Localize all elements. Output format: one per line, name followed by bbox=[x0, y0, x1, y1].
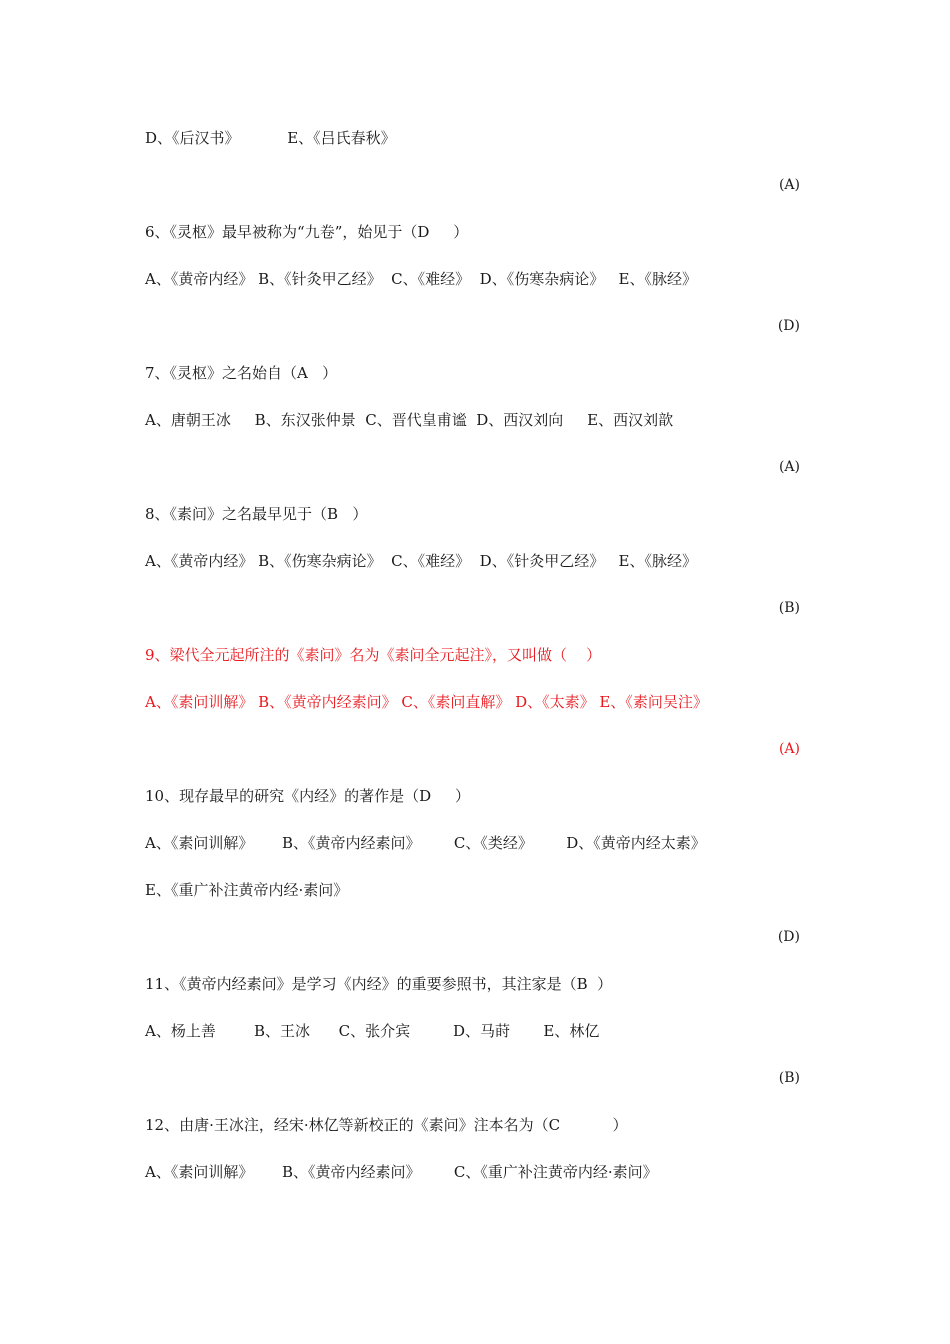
question-7: 7、《灵枢》之名始自（A ） bbox=[145, 364, 338, 382]
question-8: 8、《素问》之名最早见于（B ） bbox=[145, 505, 368, 523]
question-9-options: A、《素问训解》 B、《黄帝内经素问》 C、《素问直解》 D、《太素》 E、《素问吴注》 bbox=[145, 693, 708, 711]
question-10-options-row-1: A、《素问训解》 B、《黄帝内经素问》 C、《类经》 D、《黄帝内经太素》 bbox=[145, 834, 706, 852]
question-5-options-tail: D、《后汉书》 E、《吕氏春秋》 bbox=[145, 129, 396, 147]
question-6-options: A、《黄帝内经》 B、《针灸甲乙经》 C、《难经》 D、《伤寒杂病论》 E、《脉经》 bbox=[145, 270, 697, 288]
answer-7: (A) bbox=[778, 459, 800, 475]
answer-6: (D) bbox=[777, 318, 800, 334]
question-6: 6、《灵枢》最早被称为“九卷”，始见于（D ） bbox=[145, 223, 469, 241]
question-12: 12、由唐·王冰注，经宋·林亿等新校正的《素问》注本名为（C ） bbox=[145, 1116, 628, 1134]
answer-9: (A) bbox=[778, 741, 800, 757]
question-11-options: A、杨上善 B、王冰 C、张介宾 D、马莳 E、林亿 bbox=[145, 1022, 600, 1040]
question-8-options: A、《黄帝内经》 B、《伤寒杂病论》 C、《难经》 D、《针灸甲乙经》 E、《脉经》 bbox=[145, 552, 697, 570]
answer-11: (B) bbox=[778, 1070, 800, 1086]
answer-10: (D) bbox=[777, 929, 800, 945]
question-7-options: A、唐朝王冰 B、东汉张仲景 C、晋代皇甫谧 D、西汉刘向 E、西汉刘歆 bbox=[145, 411, 674, 429]
question-9: 9、梁代全元起所注的《素问》名为《素问全元起注》，又叫做（ ） bbox=[145, 646, 602, 664]
question-11: 11、《黄帝内经素问》是学习《内经》的重要参照书，其注家是（B ） bbox=[145, 975, 613, 993]
question-12-options: A、《素问训解》 B、《黄帝内经素问》 C、《重广补注黄帝内经·素问》 bbox=[145, 1163, 658, 1181]
answer-5: (A) bbox=[778, 177, 800, 193]
question-10-options-row-2: E、《重广补注黄帝内经·素问》 bbox=[145, 881, 349, 899]
answer-8: (B) bbox=[778, 600, 800, 616]
question-10: 10、现存最早的研究《内经》的著作是（D ） bbox=[145, 787, 470, 805]
